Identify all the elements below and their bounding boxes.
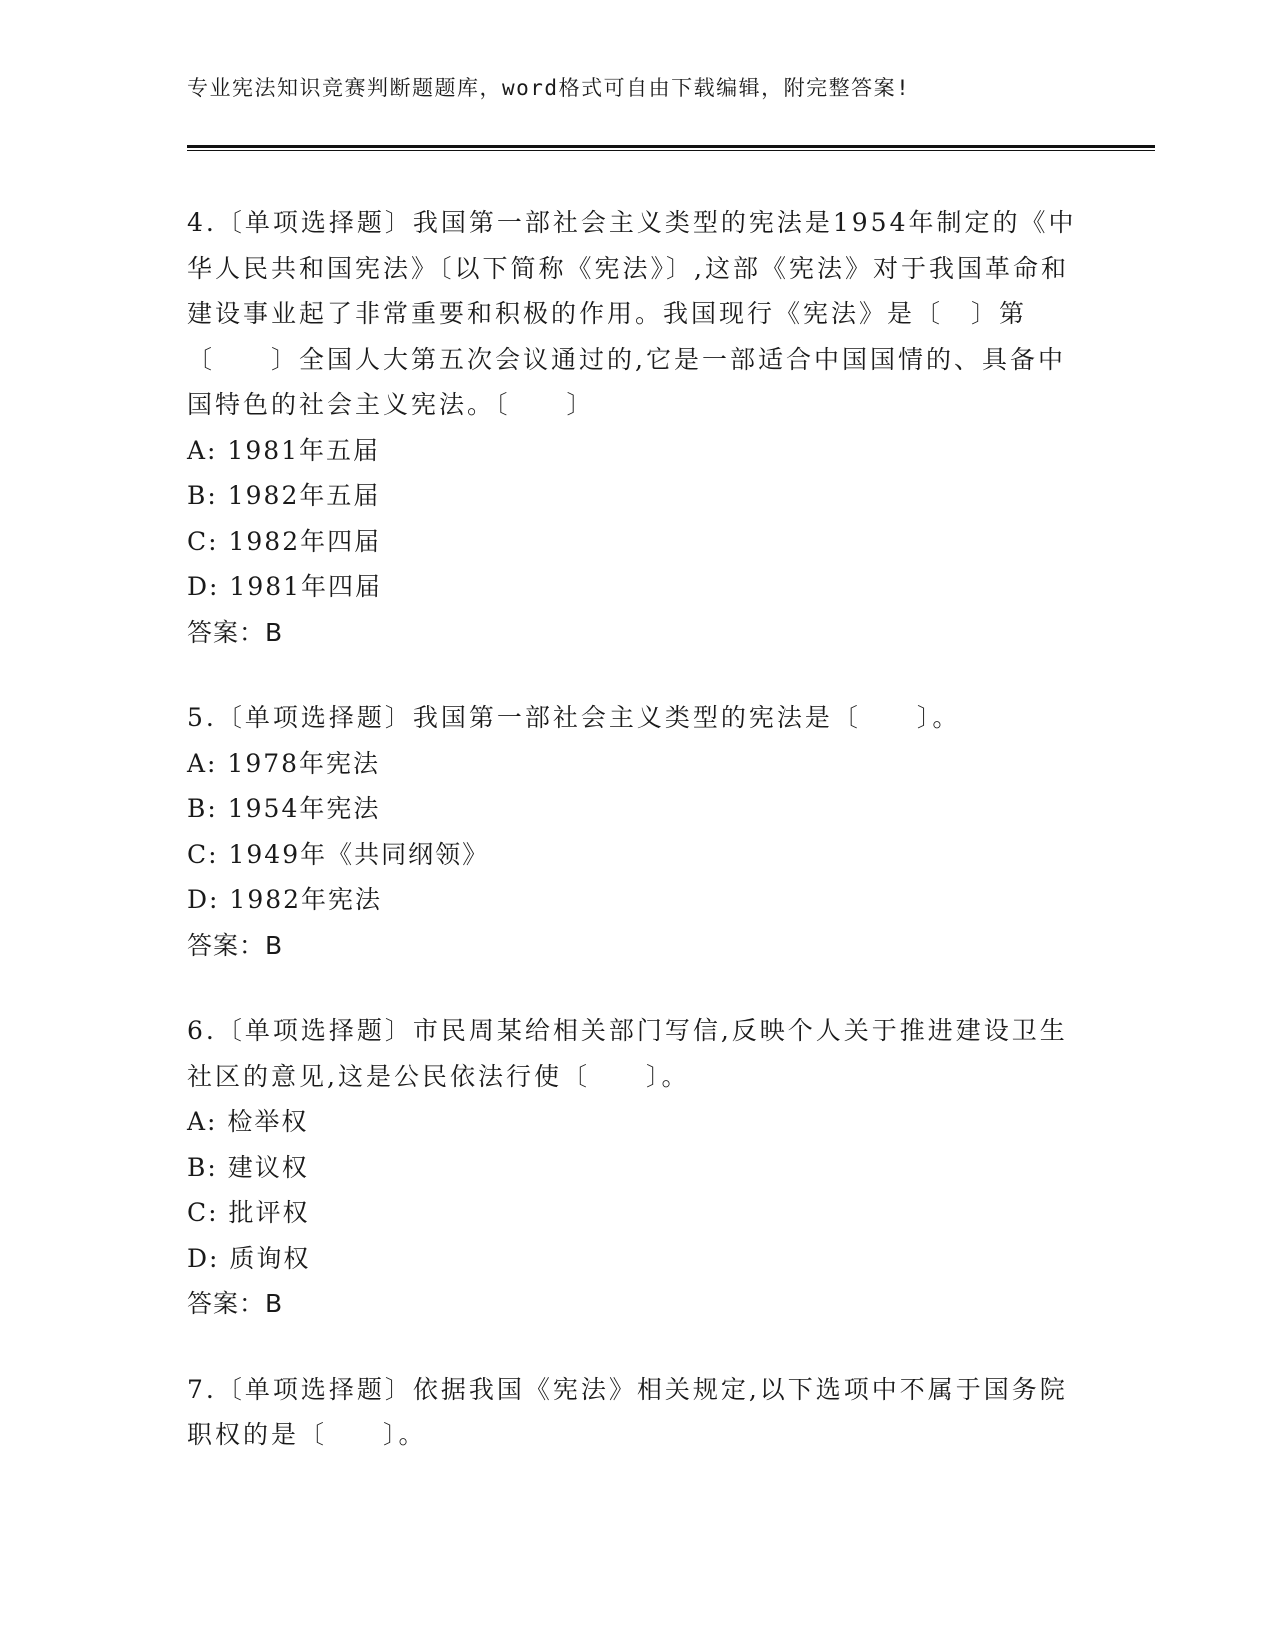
option-a: A: 1981年五届 <box>187 435 381 465</box>
question-6 <box>187 1008 1087 1327</box>
option-a: A: 检举权 <box>187 1107 309 1136</box>
document-header: 专业宪法知识竞赛判断题题库，word格式可自由下载编辑，附完整答案! <box>187 76 911 100</box>
question-text: 4.〔单项选择题〕我国第一部社会主义类型的宪法是1954年制定的《中华人民共和国宪法》〔以下简称《宪法》〕,这部《宪法》对于我国革命和建设事业起了非常重要和积极的作用。我国现行《宪法》是〔 〕第〔 〕全国人大第五次会议通过的,它是一部适合中国国情的、具备中国特色的社会主义宪法。〔 〕 <box>187 208 1077 419</box>
option-c: C: 1949年《共同纲领》 <box>187 839 490 869</box>
question-4 <box>187 200 1087 655</box>
option-d: D: 1981年四届 <box>187 572 383 601</box>
option-b: B: 1982年五届 <box>187 481 381 510</box>
question-text: 6.〔单项选择题〕市民周某给相关部门写信,反映个人关于推进建设卫生社区的意见,这是公民依法行使〔 〕。 <box>187 1016 1068 1091</box>
option-c: C: 批评权 <box>187 1198 310 1227</box>
option-b: B: 1954年宪法 <box>187 794 381 823</box>
answer-line: 答案：B <box>187 930 284 960</box>
question-5 <box>187 695 1087 968</box>
option-c: C: 1982年四届 <box>187 526 382 556</box>
option-d: D: 1982年宪法 <box>187 885 383 914</box>
option-d: D: 质询权 <box>187 1243 311 1273</box>
question-list <box>187 200 1087 1498</box>
header-rule-thin <box>187 150 1155 151</box>
header-rule-thick <box>187 145 1155 148</box>
answer-line: 答案：B <box>187 617 284 647</box>
option-a: A: 1978年宪法 <box>187 748 381 778</box>
question-7 <box>187 1367 1087 1458</box>
option-b: B: 建议权 <box>187 1152 309 1182</box>
question-text: 7.〔单项选择题〕依据我国《宪法》相关规定,以下选项中不属于国务院职权的是〔 〕。 <box>187 1374 1068 1449</box>
question-text: 5.〔单项选择题〕我国第一部社会主义类型的宪法是〔 〕。 <box>187 703 961 732</box>
answer-line: 答案：B <box>187 1289 284 1318</box>
